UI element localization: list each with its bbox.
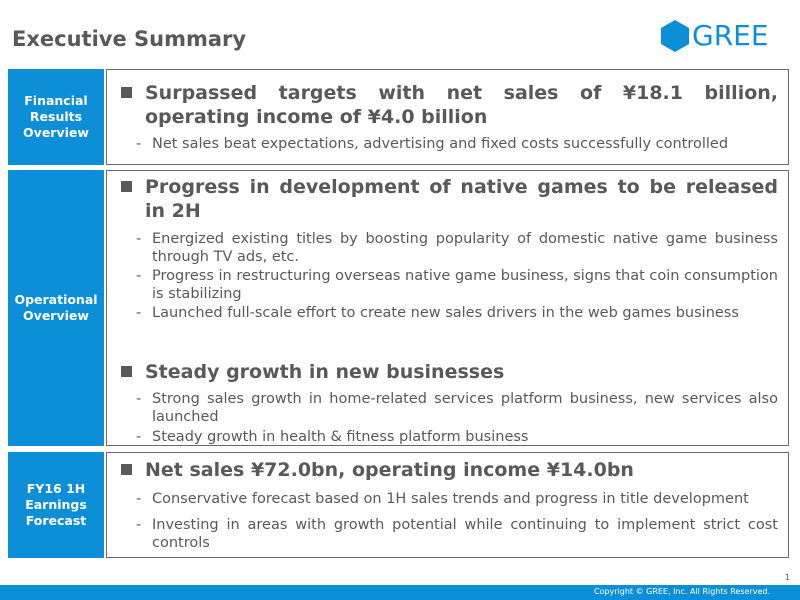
bullet-item: - Investing in areas with growth potential while continuing to implement strict cost controls bbox=[136, 517, 778, 551]
section-label-operational: Operational Overview bbox=[8, 170, 104, 446]
hexagon-logo-icon bbox=[661, 20, 689, 52]
logo-text: GREE bbox=[692, 19, 769, 52]
section-label-financial: Financial Results Overview bbox=[8, 69, 104, 165]
section-headline: Steady growth in new businesses bbox=[121, 360, 778, 384]
section-headline: Progress in development of native games to be released in 2H bbox=[121, 175, 778, 223]
bullet-item: - Strong sales growth in home-related services platform business, new services also launched bbox=[136, 391, 778, 425]
square-bullet-icon bbox=[121, 464, 132, 475]
section-panel-operational bbox=[106, 170, 789, 446]
section-headline: Net sales ¥72.0bn, operating income ¥14.0bn bbox=[121, 458, 778, 482]
footer-bar bbox=[0, 585, 800, 600]
section-panel-financial bbox=[106, 69, 789, 165]
bullet-item: - Energized existing titles by boosting popularity of domestic native game business through TV ads, etc. bbox=[136, 231, 778, 265]
bullet-item: - Net sales beat expectations, advertising and fixed costs successfully controlled bbox=[136, 136, 729, 152]
bullet-item: - Launched full-scale effort to create new sales drivers in the web games business bbox=[136, 305, 739, 321]
bullet-item: - Conservative forecast based on 1H sales trends and progress in title development bbox=[136, 491, 749, 507]
bullet-item: - Steady growth in health & fitness platform business bbox=[136, 429, 529, 445]
square-bullet-icon bbox=[121, 181, 132, 192]
page-number: 1 bbox=[784, 573, 790, 582]
section-label-forecast: FY16 1H Earnings Forecast bbox=[8, 452, 104, 558]
gree-logo bbox=[661, 20, 769, 52]
section-headline: Surpassed targets with net sales of ¥18.1 billion, operating income of ¥4.0 billion bbox=[121, 81, 778, 129]
square-bullet-icon bbox=[121, 366, 132, 377]
page-title: Executive Summary bbox=[12, 27, 247, 51]
bullet-item: - Progress in restructuring overseas native game business, signs that coin consumption is stabilizing bbox=[136, 268, 778, 302]
section-panel-forecast bbox=[106, 452, 789, 558]
square-bullet-icon bbox=[121, 87, 132, 98]
copyright-text: Copyright © GREE, Inc. All Rights Reserved. bbox=[593, 587, 770, 596]
